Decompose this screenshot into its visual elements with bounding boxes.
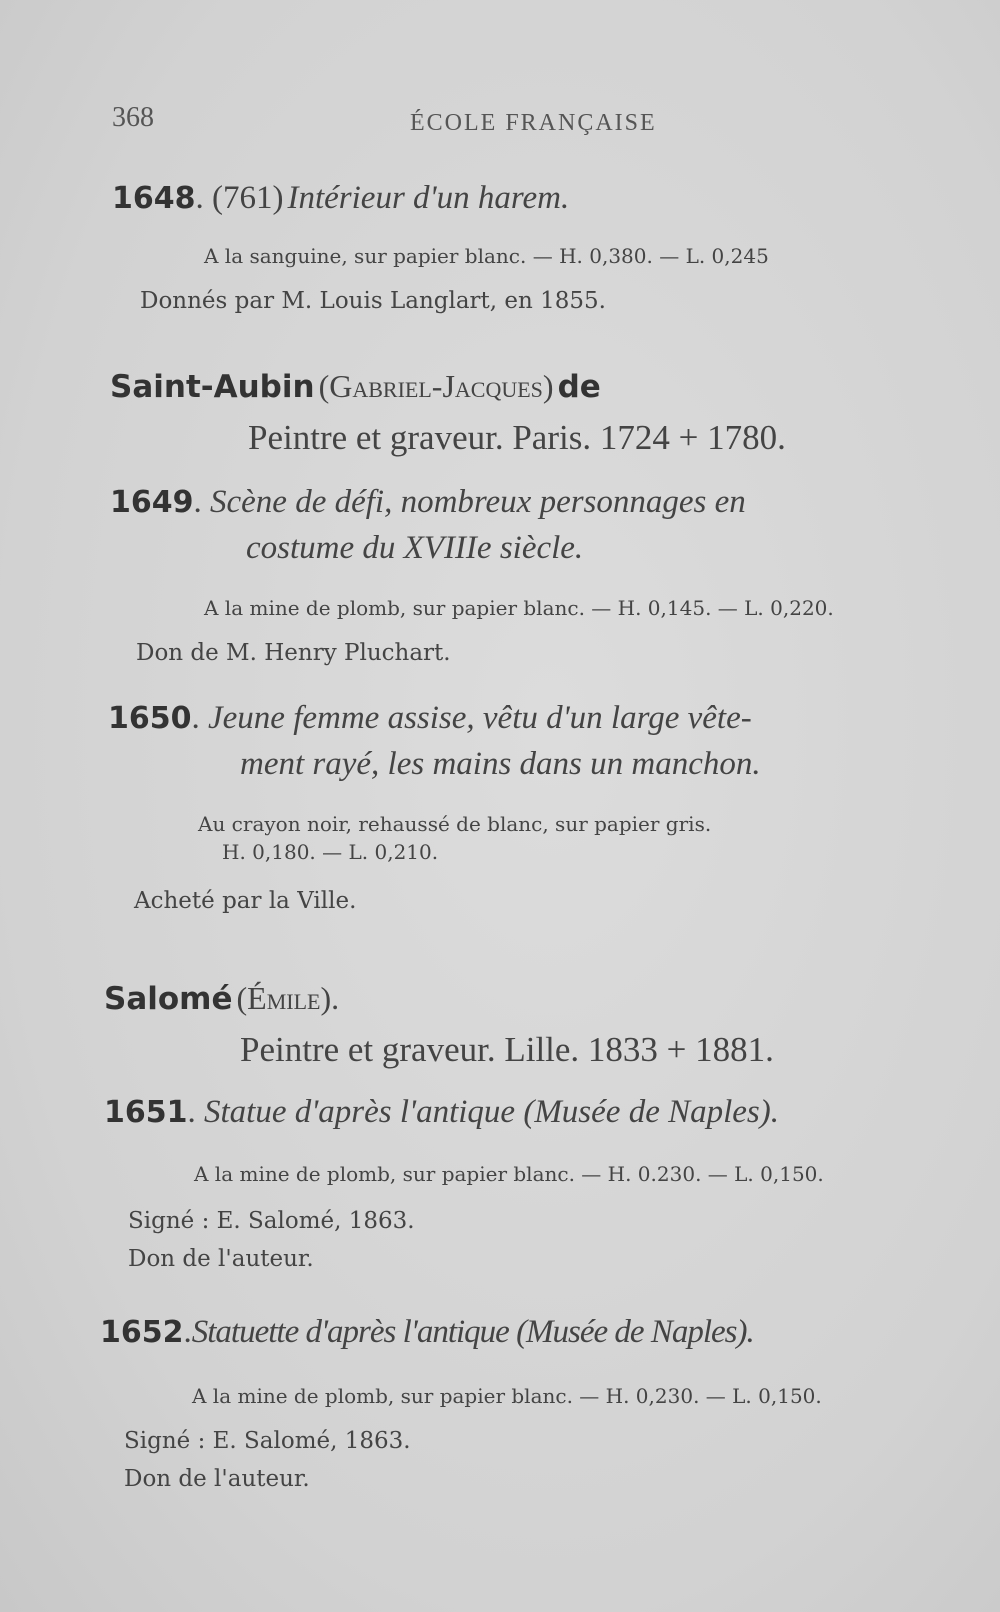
artist-name: Saint-Aubin (110, 369, 315, 405)
entry-1650-heading: 1650. Jeune femme assise, vêtu d'un large vête- (108, 700, 752, 736)
entry-title-line-1: Jeune femme assise, vêtu d'un large vête- (208, 700, 752, 736)
entry-1650-technique-line-1: Au crayon noir, rehaussé de blanc, sur papier gris. (198, 812, 712, 836)
entry-1651-note-provenance: Don de l'auteur. (128, 1246, 314, 1272)
entry-1652-note-provenance: Don de l'auteur. (124, 1466, 310, 1492)
artist-salome (104, 980, 339, 1017)
entry-number: 1652 (100, 1315, 184, 1350)
entry-1652-note-signature: Signé : E. Salomé, 1863. (124, 1428, 411, 1454)
entry-1651-note-signature: Signé : E. Salomé, 1863. (128, 1208, 415, 1234)
artist-name-suffix: de (557, 369, 601, 405)
artist-saint-aubin (110, 368, 601, 405)
entry-1649-title-line-2: costume du XVIIIe siècle. (246, 530, 584, 566)
entry-1648-technique: A la sanguine, sur papier blanc. — H. 0,380. — L. 0,245 (204, 244, 769, 268)
entry-1648-heading: 1648. (761) Intérieur d'un harem. (112, 180, 570, 216)
entry-number: 1651 (104, 1095, 188, 1130)
entry-number: 1648 (112, 181, 196, 216)
artist-salome-bio: Peintre et graveur. Lille. 1833 + 1881. (240, 1030, 774, 1069)
entry-number: 1650 (108, 701, 192, 736)
artist-saint-aubin-bio: Peintre et graveur. Paris. 1724 + 1780. (248, 418, 786, 457)
entry-title-line-1: Scène de défi, nombreux personnages en (210, 484, 746, 520)
entry-1651-technique: A la mine de plomb, sur papier blanc. — H. 0.230. — L. 0,150. (194, 1162, 824, 1186)
entry-1650-technique-line-2: H. 0,180. — L. 0,210. (222, 840, 439, 864)
entry-1649-note: Don de M. Henry Pluchart. (136, 640, 451, 666)
entry-1649-technique: A la mine de plomb, sur papier blanc. — H. 0,145. — L. 0,220. (204, 596, 834, 620)
running-title: ÉCOLE FRANÇAISE (410, 110, 657, 136)
artist-given-names: (Gabriel-Jacques) (318, 368, 554, 404)
entry-1651-heading: 1651. Statue d'après l'antique (Musée de Naples). (104, 1094, 780, 1130)
entry-number: 1649 (110, 485, 194, 520)
entry-1652-technique: A la mine de plomb, sur papier blanc. — H. 0,230. — L. 0,150. (192, 1384, 822, 1408)
entry-title: Intérieur d'un harem. (287, 180, 570, 216)
entry-1648-note: Donnés par M. Louis Langlart, en 1855. (140, 288, 606, 314)
entry-1652-heading: 1652.Statuette d'après l'antique (Musée de Naples). (100, 1314, 754, 1350)
page-number: 368 (112, 102, 154, 133)
entry-title: Statuette d'après l'antique (Musée de Naples). (191, 1314, 754, 1350)
artist-given-names: (Émile). (236, 980, 340, 1016)
entry-1649-heading: 1649. Scène de défi, nombreux personnages en (110, 484, 746, 520)
entry-1650-title-line-2: ment rayé, les mains dans un manchon. (240, 746, 761, 782)
entry-title: Statue d'après l'antique (Musée de Naples). (204, 1094, 780, 1130)
entry-ref: (761) (212, 180, 284, 216)
entry-1650-note: Acheté par la Ville. (134, 888, 357, 914)
artist-name: Salomé (104, 981, 233, 1017)
